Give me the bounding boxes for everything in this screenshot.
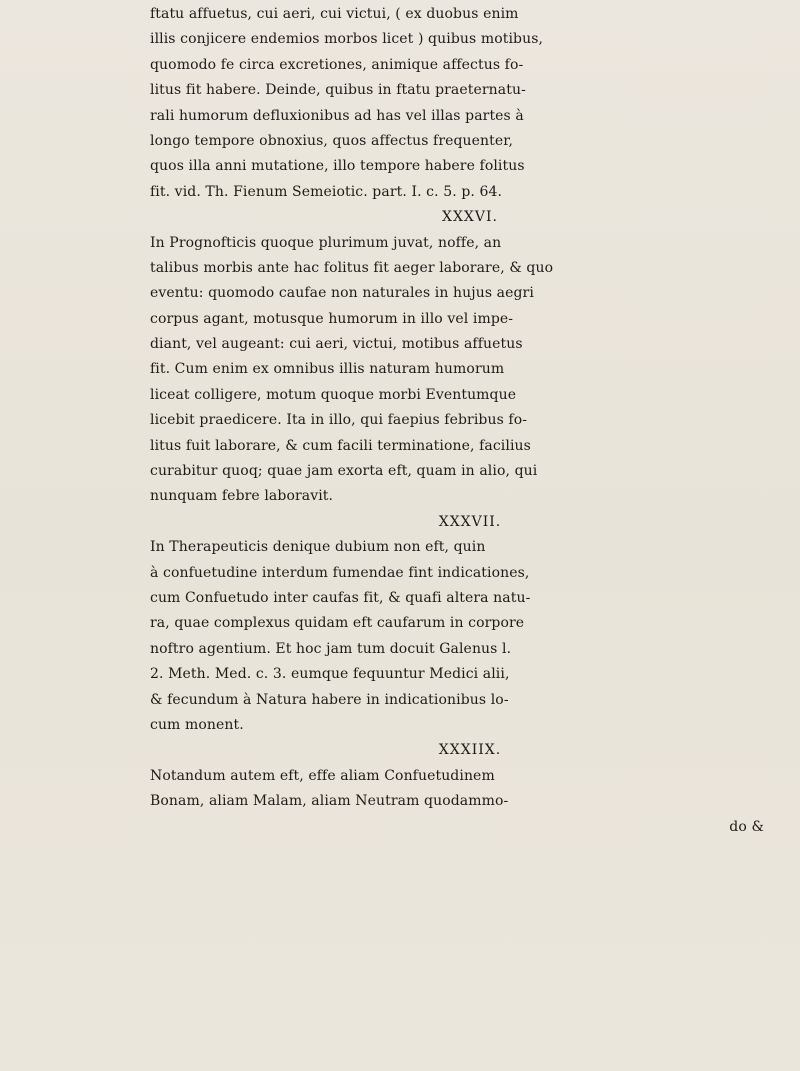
text-line: illis conjicere endemios morbos licet ) quibus motibus, <box>150 31 544 48</box>
text-line: fit. Cum enim ex omnibus illis naturam humorum <box>150 361 505 378</box>
section-number: XXXVII. <box>438 513 502 530</box>
text-line: eventu: quomodo caufae non naturales in hujus aegri <box>150 285 534 302</box>
text-line: Bonam, aliam Malam, aliam Neutram quodammo- <box>150 793 509 810</box>
catchword: do & <box>729 818 764 835</box>
text-line: 2. Meth. Med. c. 3. eumque fequuntur Medici alii, <box>150 666 510 683</box>
text-line: diant, vel augeant: cui aeri, victui, motibus affuetus <box>150 336 523 353</box>
text-line: nunquam febre laboravit. <box>150 488 334 505</box>
text-line: & fecundum à Natura habere in indicationibus lo- <box>150 691 509 708</box>
text-line: à confuetudine interdum fumendae fint indicationes, <box>150 564 530 581</box>
text-line: quos illa anni mutatione, illo tempore habere folitus <box>150 158 525 175</box>
section-number: XXXVI. <box>442 209 498 226</box>
text-line: In Prognofticis quoque plurimum juvat, noffe, an <box>150 234 502 251</box>
text-line: corpus agant, motusque humorum in illo vel impe- <box>150 310 514 327</box>
text-line: longo tempore obnoxius, quos affectus frequenter, <box>150 132 514 149</box>
section-number: XXXIIX. <box>438 742 502 759</box>
text-line: ftatu affuetus, cui aeri, cui victui, ( ex duobus enim <box>150 6 519 22</box>
text-line: curabitur quoq; quae jam exorta eft, quam in alio, qui <box>150 463 538 480</box>
text-line: cum Confuetudo inter caufas fit, & quafi altera natu- <box>150 589 531 606</box>
text-line: talibus morbis ante hac folitus fit aeger laborare, & quo <box>150 259 554 276</box>
text-line: ra, quae complexus quidam eft caufarum in corpore <box>150 615 525 632</box>
text-line: quomodo fe circa excretiones, animique affectus fo- <box>150 56 524 73</box>
text-line: litus fuit laborare, & cum facili terminatione, facilius <box>150 437 531 454</box>
text-line: Notandum autem eft, effe aliam Confuetudinem <box>150 767 495 784</box>
text-line: noftro agentium. Et hoc jam tum docuit Galenus l. <box>150 640 512 657</box>
text-line: licebit praedicere. Ita in illo, qui faepius febribus fo- <box>150 412 528 429</box>
text-line: rali humorum defluxionibus ad has vel illas partes à <box>150 107 524 124</box>
text-line: fit. vid. Th. Fienum Semeiotic. part. I. c. 5. p. 64. <box>150 183 503 200</box>
text-line: cum monent. <box>150 716 244 733</box>
text-line: liceat colligere, motum quoque morbi Eventumque <box>150 386 517 403</box>
text-line: litus fit habere. Deinde, quibus in ftatu praeternatu- <box>150 82 526 99</box>
text-line: In Therapeuticis denique dubium non eft, quin <box>150 539 486 556</box>
page-text <box>150 0 790 840</box>
